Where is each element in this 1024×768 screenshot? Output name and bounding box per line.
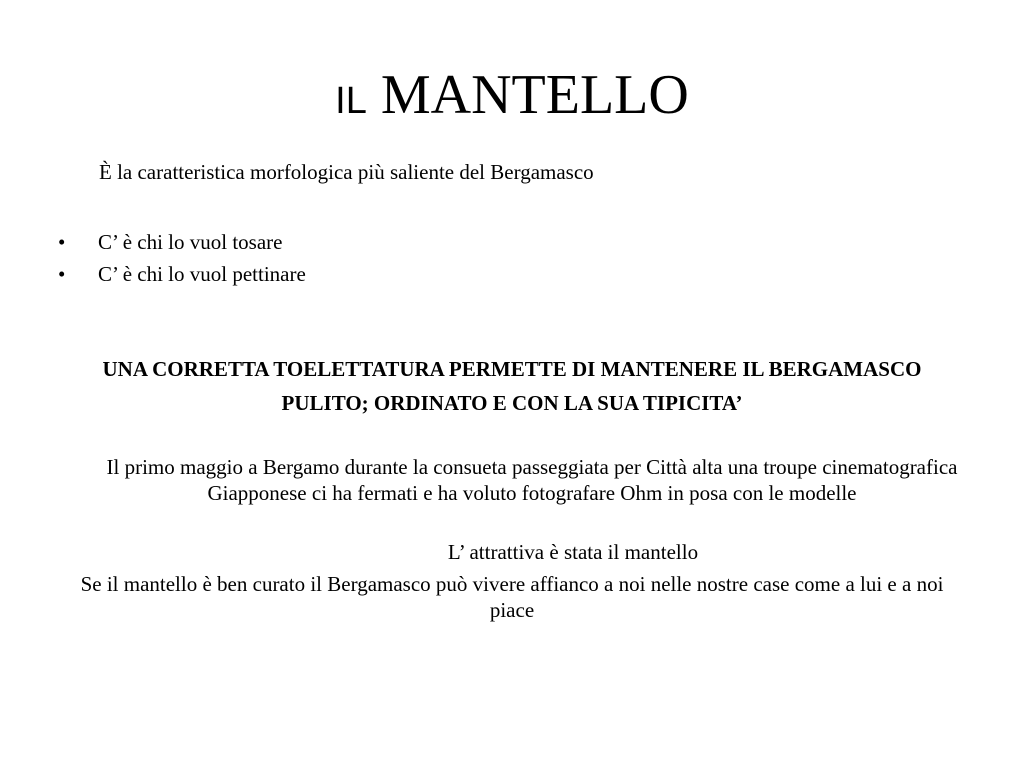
intro-text: È la caratteristica morfologica più saliente del Bergamasco bbox=[99, 160, 594, 184]
paragraph-story: Il primo maggio a Bergamo durante la consueta passeggiata per Città alta una troupe cinematografica Giapponese ci ha fermati e ha voluto fotografare Ohm in posa con le modelle bbox=[106, 455, 958, 505]
bullet-dot-icon: • bbox=[58, 262, 66, 286]
bullet-item bbox=[58, 226, 306, 258]
paragraph-attraction: L’ attrattiva è stata il mantello bbox=[447, 540, 699, 564]
bullet-dot-icon: • bbox=[58, 230, 66, 254]
bullet-item bbox=[58, 258, 306, 290]
paragraph-conclusion: Se il mantello è ben curato il Bergamasco può vivere affianco a noi nelle nostre case come a lui e a noi piace bbox=[80, 572, 944, 622]
bullet-text: C’ è chi lo vuol tosare bbox=[98, 230, 283, 254]
headline-text: UNA CORRETTA TOELETTATURA PERMETTE DI MANTENERE IL BERGAMASCO PULITO; ORDINATO E CON LA SUA TIPICITA’ bbox=[102, 357, 922, 415]
slide-title bbox=[0, 62, 1024, 134]
bullet-text: C’ è chi lo vuol pettinare bbox=[98, 262, 306, 286]
title-prefix: IL bbox=[335, 80, 367, 122]
title-main: MANTELLO bbox=[380, 64, 689, 126]
bullet-list bbox=[58, 226, 306, 290]
